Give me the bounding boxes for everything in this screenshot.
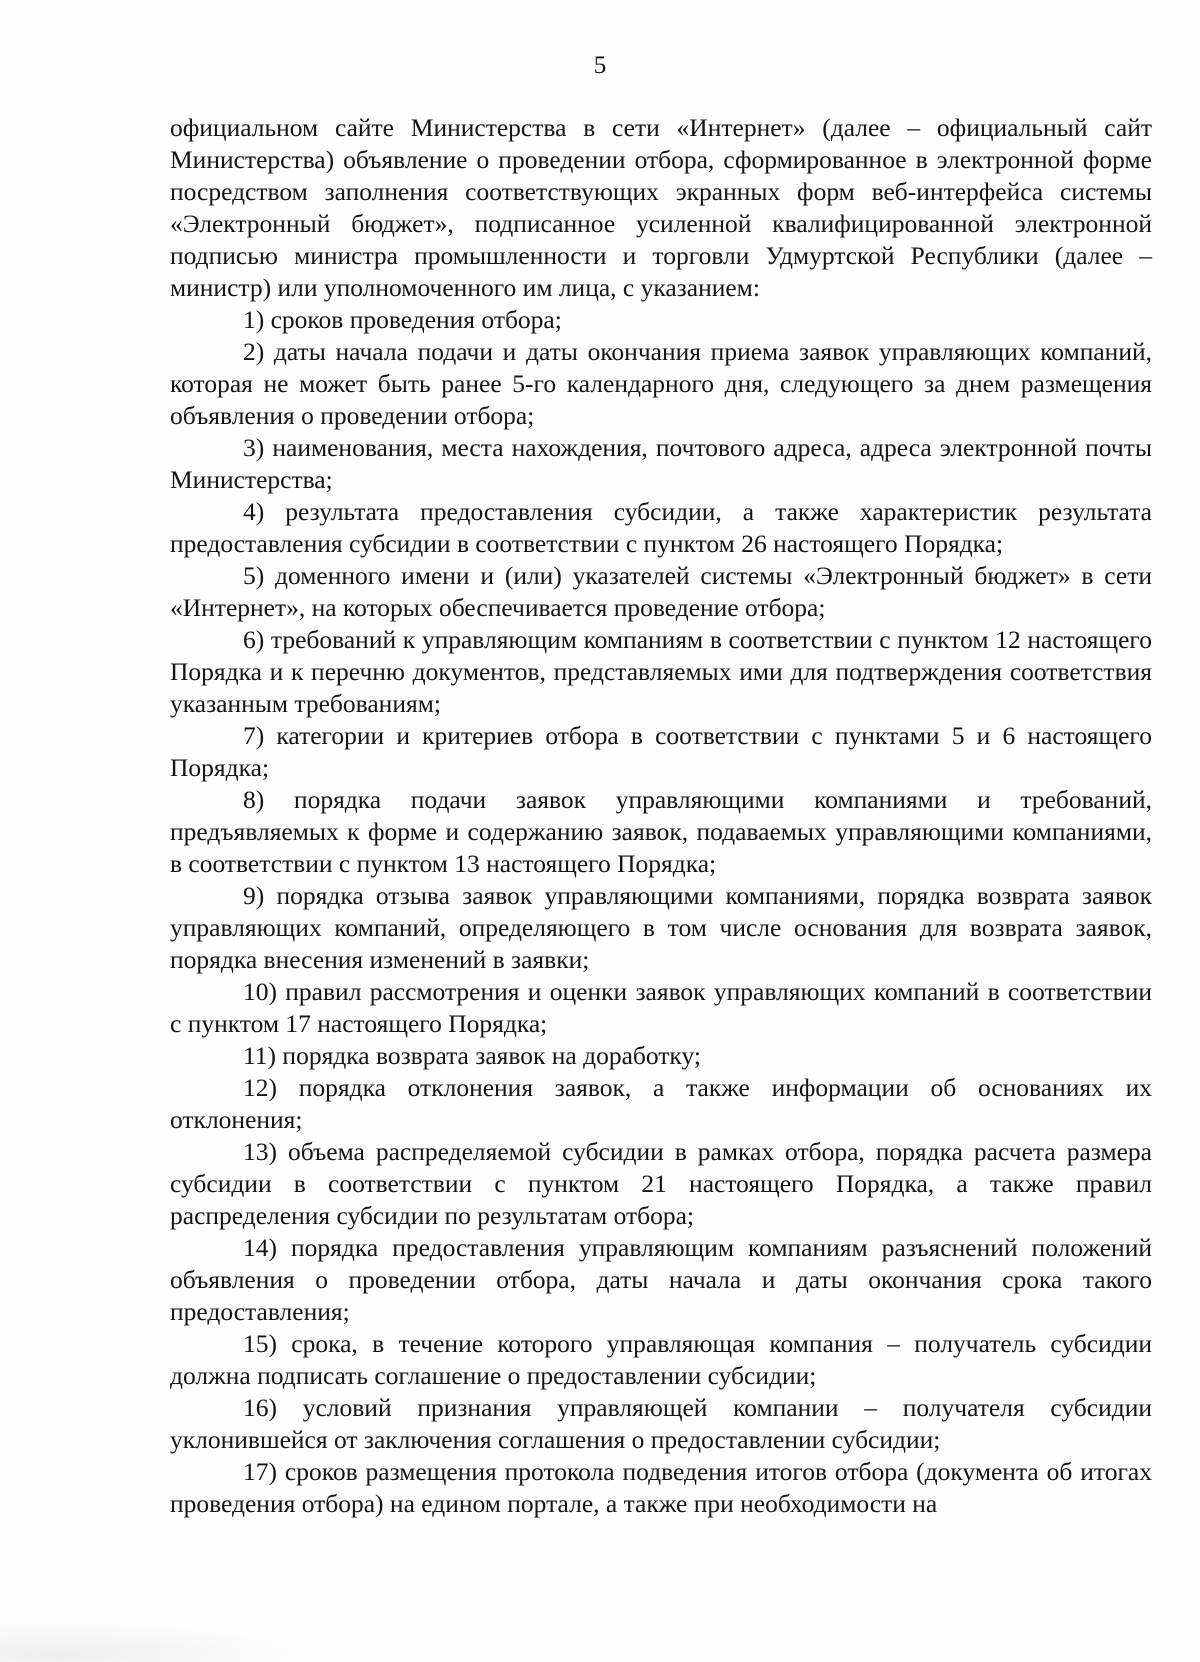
list-item-9: 9) порядка отзыва заявок управляющими компаниями, порядка возврата заявок управляющих компаний, определяющего в том числе основания для возврата заявок, порядка внесения изменений в заявки; xyxy=(170,881,1152,974)
list-item-3: 3) наименования, места нахождения, почтового адреса, адреса электронной почты Министерства; xyxy=(170,433,1152,494)
document-body xyxy=(170,112,1152,1520)
list-item-12: 12) порядка отклонения заявок, а также информации об основаниях их отклонения; xyxy=(170,1073,1152,1134)
list-item-5: 5) доменного имени и (или) указателей системы «Электронный бюджет» в сети «Интернет», на которых обеспечивается проведение отбора; xyxy=(170,561,1152,622)
list-item-15: 15) срока, в течение которого управляющая компания – получатель субсидии должна подписать соглашение о предоставлении субсидии; xyxy=(170,1329,1152,1390)
list-item-14: 14) порядка предоставления управляющим компаниям разъяснений положений объявления о проведении отбора, даты начала и даты окончания срока такого предоставления; xyxy=(170,1233,1152,1326)
paragraph-intro: официальном сайте Министерства в сети «Интернет» (далее – официальный сайт Министерства) объявление о проведении отбора, сформированное в электронной форме посредством заполнения соответствующих экранных форм веб-интерфейса системы «Электронный бюджет», подписанное усиленной квалифицированной электронной подписью министра промышленности и торговли Удмуртской Республики (далее – министр) или уполномоченного им лица, с указанием: xyxy=(170,113,1152,302)
list-item-16: 16) условий признания управляющей компании – получателя субсидии уклонившейся от заключения соглашения о предоставлении субсидии; xyxy=(170,1393,1152,1454)
list-item-1: 1) сроков проведения отбора; xyxy=(243,305,562,334)
page-number: 5 xyxy=(593,52,607,79)
scan-artifact xyxy=(0,1622,300,1662)
list-item-6: 6) требований к управляющим компаниям в соответствии с пунктом 12 настоящего Порядка и к перечню документов, представляемых ими для подтверждения соответствия указанным требованиям; xyxy=(170,625,1152,718)
list-item-10: 10) правил рассмотрения и оценки заявок управляющих компаний в соответствии с пунктом 17 настоящего Порядка; xyxy=(170,977,1152,1038)
list-item-7: 7) категории и критериев отбора в соответствии с пунктами 5 и 6 настоящего Порядка; xyxy=(170,721,1152,782)
list-item-2: 2) даты начала подачи и даты окончания приема заявок управляющих компаний, которая не может быть ранее 5-го календарного дня, следующего за днем размещения объявления о проведении отбора; xyxy=(170,337,1152,430)
list-item-11: 11) порядка возврата заявок на доработку; xyxy=(243,1041,701,1070)
list-item-13: 13) объема распределяемой субсидии в рамках отбора, порядка расчета размера субсидии в соответствии с пунктом 21 настоящего Порядка, а также правил распределения субсидии по результатам отбора; xyxy=(170,1137,1152,1230)
list-item-17: 17) сроков размещения протокола подведения итогов отбора (документа об итогах проведения отбора) на едином портале, а также при необходимости на xyxy=(170,1457,1152,1518)
list-item-4: 4) результата предоставления субсидии, а также характеристик результата предоставления субсидии в соответствии с пунктом 26 настоящего Порядка; xyxy=(170,497,1152,558)
list-item-8: 8) порядка подачи заявок управляющими компаниями и требований, предъявляемых к форме и содержанию заявок, подаваемых управляющими компаниями, в соответствии с пунктом 13 настоящего Порядка; xyxy=(170,785,1152,878)
